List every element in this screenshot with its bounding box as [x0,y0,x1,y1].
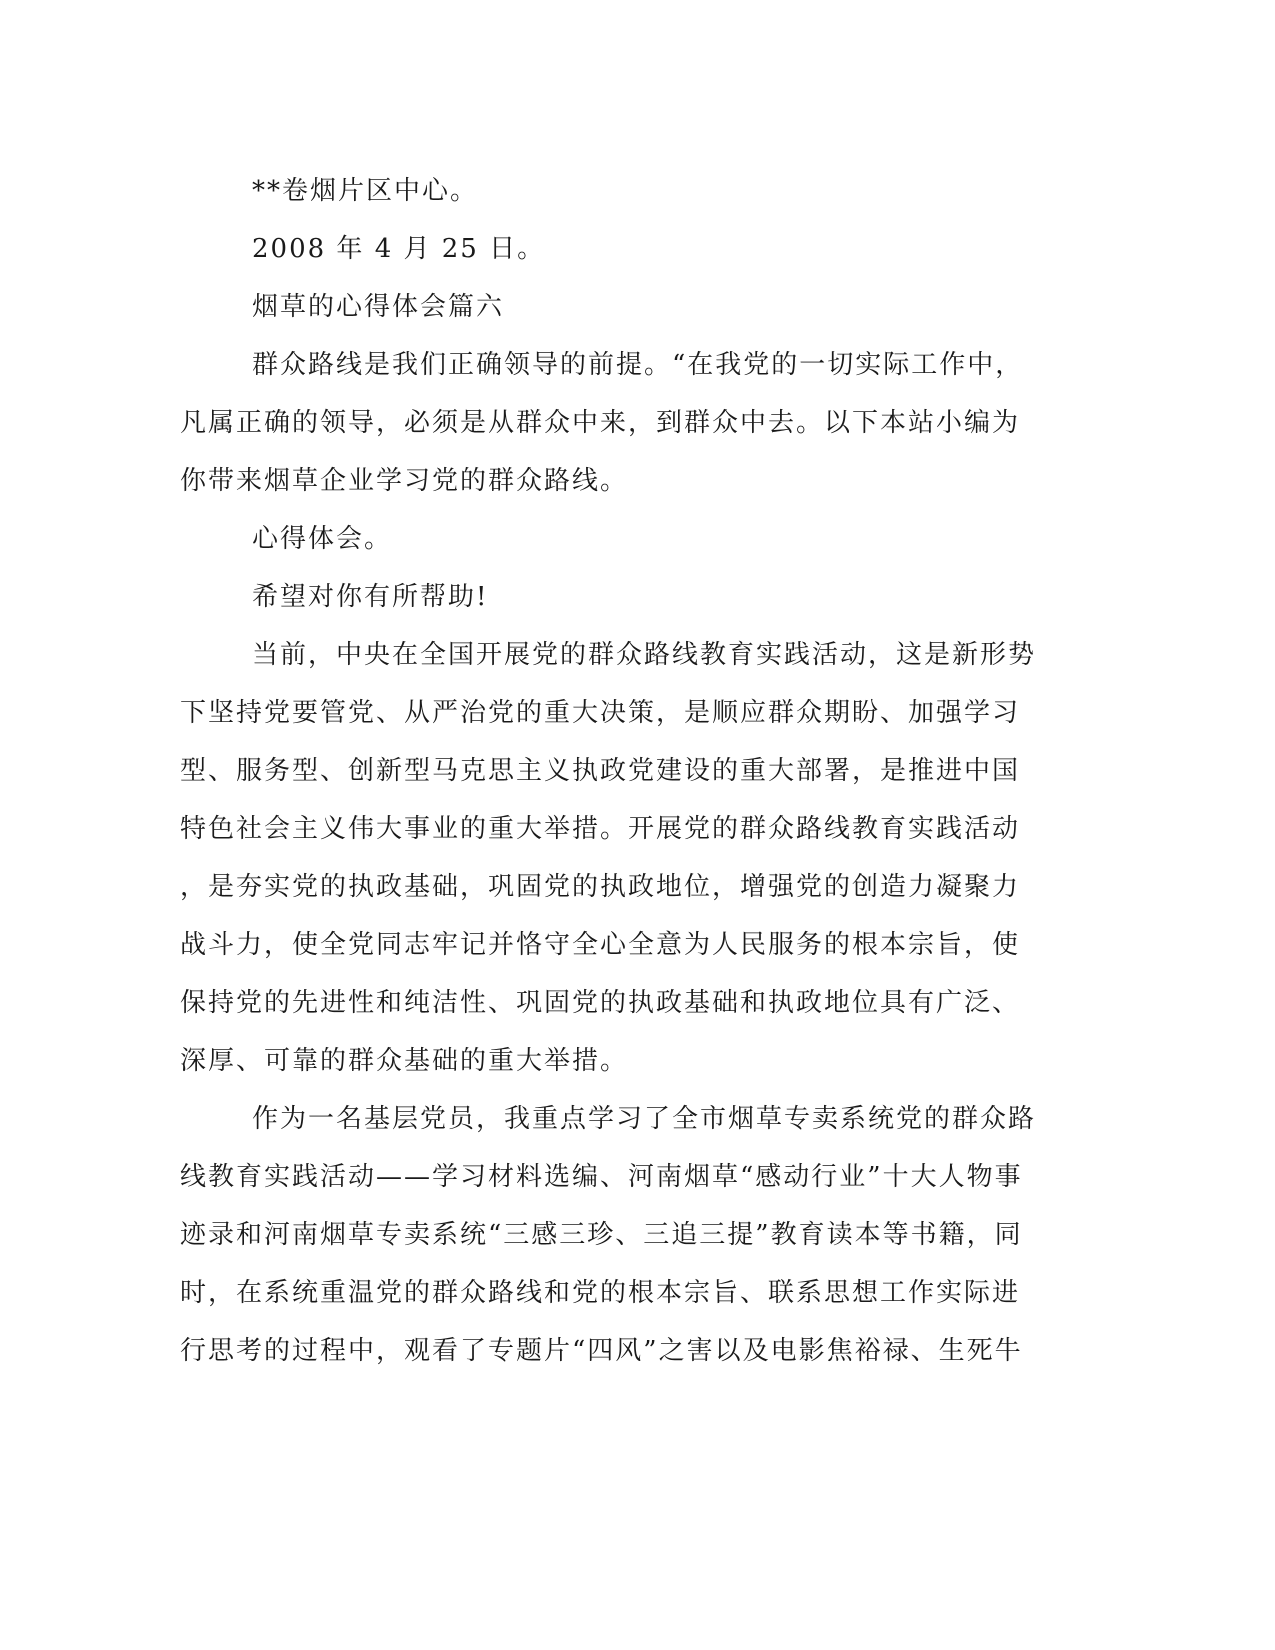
paragraph-body [180,1090,1037,1380]
text-line: 凡属正确的领导，必须是从群众中来，到群众中去。以下本站小编为 [180,408,1021,438]
paragraph-signature-org [180,162,1030,220]
paragraph-intro [180,336,1030,510]
text-line: 希望对你有所帮助! [252,582,489,612]
text-line: 战斗力，使全党同志牢记并恪守全心全意为人民服务的根本宗旨，使 [180,930,1021,960]
text-line: 保持党的先进性和纯洁性、巩固党的执政基础和执政地位具有广泛、 [180,988,1021,1018]
paragraph-short [180,568,1030,626]
text-line: 型、服务型、创新型马克思主义执政党建设的重大部署，是推进中国 [180,756,1021,786]
text-line: 线教育实践活动——学习材料选编、河南烟草“感动行业”十大人物事 [180,1162,1023,1192]
text-line: **卷烟片区中心。 [252,176,479,206]
paragraph-body [180,626,1037,1090]
text-line: 当前，中央在全国开展党的群众路线教育实践活动，这是新形势 [252,640,1037,670]
text-line: 作为一名基层党员，我重点学习了全市烟草专卖系统党的群众路 [252,1104,1037,1134]
text-line: 心得体会。 [252,524,393,554]
text-line: 迹录和河南烟草专卖系统“三感三珍、三追三提”教育读本等书籍，同 [180,1220,1023,1250]
text-line: ，是夯实党的执政基础，巩固党的执政地位，增强党的创造力凝聚力 [180,872,1021,902]
text-line: 时，在系统重温党的群众路线和党的根本宗旨、联系思想工作实际进 [180,1278,1021,1308]
text-line: 你带来烟草企业学习党的群众路线。 [180,466,629,496]
text-line: 特色社会主义伟大事业的重大举措。开展党的群众路线教育实践活动 [180,814,1021,844]
text-line: 烟草的心得体会篇六 [252,292,505,322]
paragraph-short [180,510,1030,568]
text-line: 2008 年 4 月 25 日。 [252,234,546,264]
text-line: 群众路线是我们正确领导的前提。“在我党的一切实际工作中， [252,350,1024,380]
document-body [180,162,1037,1380]
text-line: 深厚、可靠的群众基础的重大举措。 [180,1046,629,1076]
text-line: 行思考的过程中，观看了专题片“四风”之害以及电影焦裕禄、生死牛 [180,1336,1023,1366]
section-heading [180,278,1030,336]
text-line: 下坚持党要管党、从严治党的重大决策，是顺应群众期盼、加强学习 [180,698,1021,728]
paragraph-signature-date [180,220,1030,278]
